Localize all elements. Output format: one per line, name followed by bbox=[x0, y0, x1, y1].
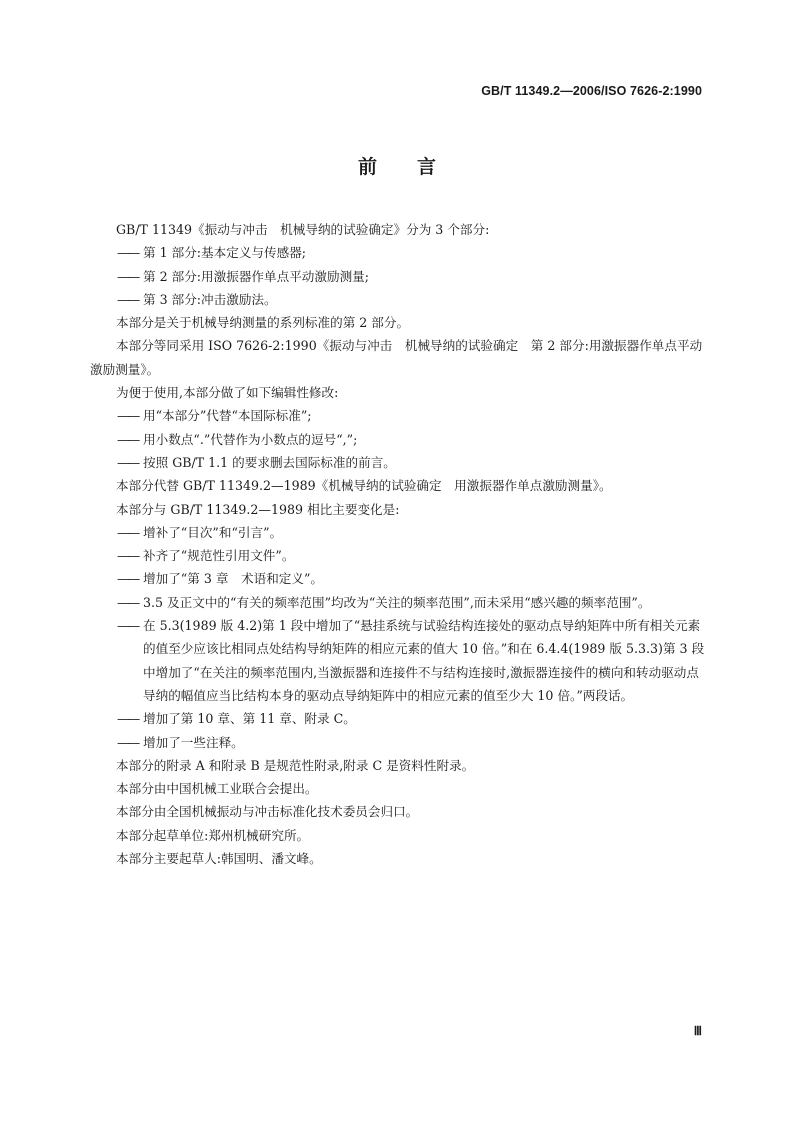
dash-marker: —— bbox=[117, 268, 139, 284]
body-paragraph: GB/T 11349《振动与冲击 机械导纳的试验确定》分为 3 个部分: bbox=[116, 222, 490, 237]
dash-item-text: 第 3 部分:冲击激励法。 bbox=[143, 291, 277, 307]
body-paragraph: 本部分由全国机械振动与冲击标准化技术委员会归口。 bbox=[116, 804, 419, 820]
dash-marker: —— bbox=[117, 431, 139, 447]
dash-marker: —— bbox=[117, 245, 139, 261]
dash-marker: —— bbox=[117, 524, 139, 540]
body-paragraph: 本部分是关于机械导纳测量的系列标准的第 2 部分。 bbox=[116, 315, 410, 331]
dash-list-item bbox=[90, 544, 706, 567]
body-paragraph: 本部分主要起草人:韩国明、潘文峰。 bbox=[116, 851, 322, 867]
dash-list-item bbox=[90, 707, 706, 730]
body-paragraph: 本部分代替 GB/T 11349.2—1989《机械导纳的试验确定 用激振器作单点激励测量》。 bbox=[116, 478, 612, 494]
dash-list-item bbox=[90, 428, 706, 451]
dash-item-text: 第 1 部分:基本定义与传感器; bbox=[143, 245, 307, 261]
body-paragraph: 为便于使用,本部分做了如下编辑性修改: bbox=[116, 385, 339, 401]
page-number: Ⅲ bbox=[693, 1024, 702, 1038]
dash-list-item bbox=[90, 591, 706, 614]
dash-list-item bbox=[90, 288, 706, 311]
dash-marker: —— bbox=[117, 711, 139, 727]
dash-list-item bbox=[90, 241, 706, 264]
dash-item-text: 增补了“目次”和“引言”。 bbox=[143, 524, 283, 540]
body-paragraph: 本部分起草单位:郑州机械研究所。 bbox=[116, 827, 310, 843]
dash-marker: —— bbox=[117, 571, 139, 587]
dash-item-text: 按照 GB/T 1.1 的要求删去国际标准的前言。 bbox=[143, 454, 396, 470]
foreword-body bbox=[90, 218, 706, 870]
dash-item-text: 用“本部分”代替“本国际标准”; bbox=[143, 408, 312, 424]
dash-list-item bbox=[90, 404, 706, 427]
dash-item-text: 增加了第 10 章、第 11 章、附录 C。 bbox=[143, 711, 356, 727]
dash-marker: —— bbox=[117, 454, 139, 470]
dash-marker: —— bbox=[117, 548, 139, 564]
body-paragraph: 本部分与 GB/T 11349.2—1989 相比主要变化是: bbox=[116, 501, 400, 517]
body-paragraph: 本部分由中国机械工业联合会提出。 bbox=[116, 781, 318, 797]
dash-list-item bbox=[90, 731, 706, 754]
standard-code-header: GB/T 11349.2—2006/ISO 7626-2:1990 bbox=[481, 84, 702, 98]
dash-marker: —— bbox=[117, 618, 139, 634]
body-paragraph: 本部分的附录 A 和附录 B 是规范性附录,附录 C 是资料性附录。 bbox=[116, 757, 475, 773]
dash-marker: —— bbox=[117, 408, 139, 424]
dash-marker: —— bbox=[117, 291, 139, 307]
dash-list-item bbox=[90, 567, 706, 590]
dash-list-item bbox=[90, 451, 706, 474]
dash-item-text: 增加了“第 3 章 术语和定义”。 bbox=[143, 571, 324, 587]
page-title: 前言 bbox=[357, 156, 476, 178]
dash-item-text: 用小数点“.”代替作为小数点的逗号“,”; bbox=[143, 431, 358, 447]
dash-marker: —— bbox=[117, 594, 139, 610]
dash-list-item bbox=[90, 521, 706, 544]
dash-item-text: 增加了一些注释。 bbox=[143, 734, 244, 750]
dash-item-text: 3.5 及正文中的“有关的频率范围”均改为“关注的频率范围”,而未采用“感兴趣的频率范围”。 bbox=[143, 594, 651, 610]
dash-item-text: 第 2 部分:用激振器作单点平动激励测量; bbox=[143, 268, 370, 284]
dash-item-text: 在 5.3(1989 版 4.2)第 1 段中增加了“悬挂系统与试验结构连接处的驱动点导纳矩阵中所有相关元素的值至少应该比相同点处结构导纳矩阵的相应元素的值大 10 倍。”和在 6.4.4(1989 版 5.3.3)第 3 段中增加了“在关注的频率范围内,当激振器和连接件不与结构连接时,激振器连接件的横向和转动驱动点导纳的幅值应当比结构本身的驱动点导纳矩阵中的相应元素的值至少大 10 倍。”两段话。 bbox=[143, 618, 705, 703]
dash-list-item bbox=[90, 265, 706, 288]
body-paragraph: 本部分等同采用 ISO 7626-2:1990《振动与冲击 机械导纳的试验确定 第 2 部分:用激振器作单点平动激励测量》。 bbox=[90, 338, 703, 377]
dash-item-text: 补齐了“规范性引用文件”。 bbox=[143, 548, 295, 564]
dash-list-item bbox=[90, 614, 706, 707]
dash-marker: —— bbox=[117, 734, 139, 750]
